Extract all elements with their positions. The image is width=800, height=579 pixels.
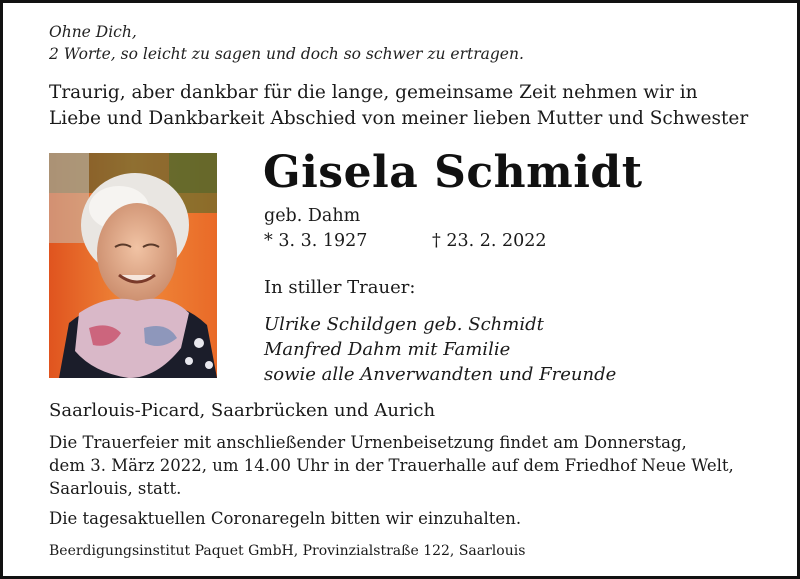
intro-line-1: Traurig, aber dankbar für die lange, gemeinsame Zeit nehmen wir in: [49, 82, 698, 103]
ceremony-line-3: Saarlouis, statt.: [49, 479, 182, 498]
places: Saarlouis-Picard, Saarbrücken und Aurich: [49, 400, 436, 421]
corona-notice: Die tagesaktuellen Coronaregeln bitten wir einzuhalten.: [49, 509, 522, 528]
ceremony-notice: [49, 431, 734, 500]
mourner: Manfred Dahm mit Familie: [264, 339, 511, 360]
mourner: sowie alle Anverwandten und Freunde: [264, 364, 617, 385]
birth-date: * 3. 3. 1927: [264, 231, 368, 251]
portrait-photo: [49, 153, 217, 378]
death-date: † 23. 2. 2022: [432, 231, 547, 251]
quote-line-2: 2 Worte, so leicht zu sagen und doch so schwer zu ertragen.: [49, 45, 524, 63]
ceremony-line-2: dem 3. März 2022, um 14.00 Uhr in der Trauerhalle auf dem Friedhof Neue Welt,: [49, 456, 734, 475]
life-dates: [264, 229, 547, 253]
intro-text: [49, 80, 748, 132]
mourner: Ulrike Schildgen geb. Schmidt: [264, 314, 544, 335]
deceased-name: Gisela Schmidt: [263, 147, 643, 198]
intro-line-2: Liebe und Dankbarkeit Abschied von meiner lieben Mutter und Schwester: [49, 108, 749, 129]
ceremony-line-1: Die Trauerfeier mit anschließender Urnenbeisetzung findet am Donnerstag,: [49, 433, 687, 452]
quote-line-1: Ohne Dich,: [49, 23, 137, 41]
birth-name: geb. Dahm: [264, 206, 361, 226]
mourners-list: [264, 312, 616, 387]
quote: [49, 21, 524, 65]
mourning-heading: In stiller Trauer:: [264, 277, 416, 298]
funeral-home: Beerdigungsinstitut Paquet GmbH, Provinzialstraße 122, Saarlouis: [49, 543, 526, 559]
